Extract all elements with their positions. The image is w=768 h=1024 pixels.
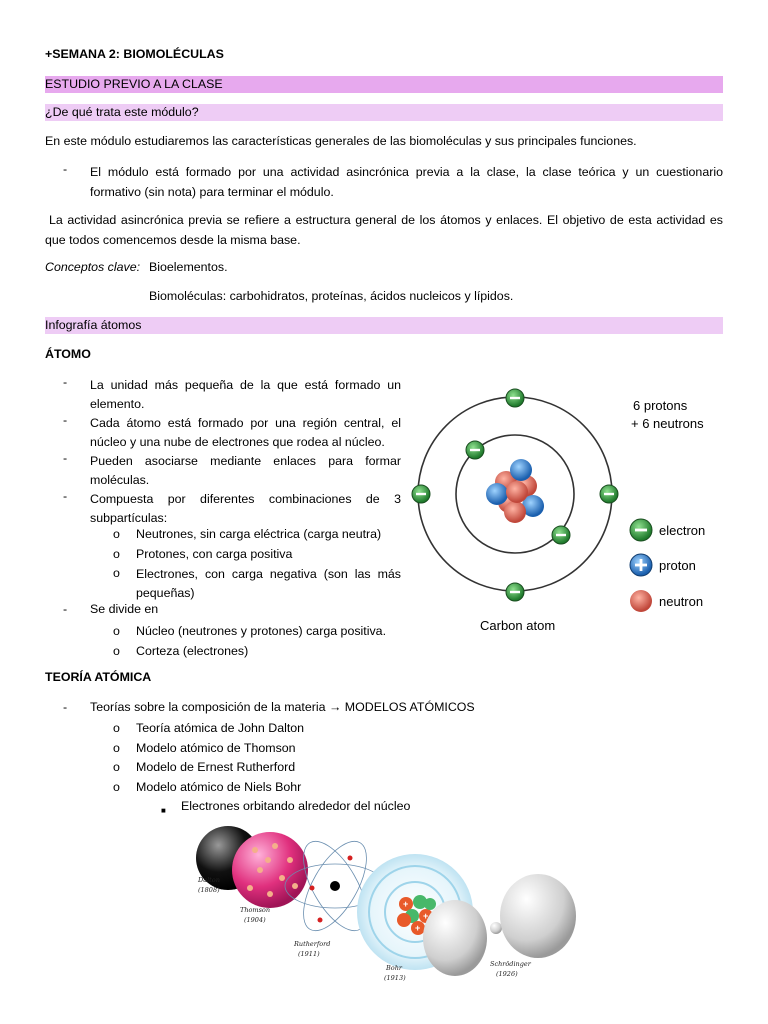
activity-line2: que todos comencemos desde la misma base. [45, 233, 301, 247]
dash-bullet: - [63, 162, 68, 176]
theory-intro-bullet: - Teorías sobre la composición de la materia → MODELOS ATÓMICOS [45, 700, 723, 714]
svg-text:+: + [415, 923, 421, 933]
square-bullet-icon: ■ [161, 806, 166, 815]
atom-bullet-line: elemento. [90, 397, 145, 411]
module-bullet-line1: El módulo está formado por una actividad asincrónica previa a la clase, la clase teórica y un cuestionario [90, 165, 723, 179]
electron-right [600, 485, 618, 503]
atom-bullet-list [45, 375, 401, 527]
atom-bullet-line: Cada átomo está formado por una región central, el [90, 416, 401, 430]
intro-paragraph: En este módulo estudiaremos las características generales de las biomoléculas y sus principales funciones. [45, 134, 637, 148]
module-bullet [45, 162, 723, 202]
schrodinger-year: (1926) [496, 970, 518, 978]
rutherford-year: (1911) [298, 950, 320, 958]
schrodinger-label: Schrödinger [490, 960, 531, 968]
carbon-atom-label: Carbon atom [480, 618, 556, 633]
bohr-label: Bohr [386, 964, 402, 972]
theory-item: o Modelo atómico de Niels Bohr [113, 779, 302, 794]
legend-neutron-label: neutron [659, 594, 704, 609]
dalton-year: (1808) [198, 886, 220, 894]
legend-electron-icon [630, 519, 652, 541]
atom-bullet: - La unidad más pequeña de la que está formado un elemento. [45, 375, 401, 413]
key-concepts-label: Conceptos clave: [45, 260, 141, 274]
subparticle-list [45, 525, 401, 604]
legend-electron-label: electron [659, 523, 706, 538]
subparticle-item: o Electrones, con carga negativa (son las más pequeñas) [113, 566, 401, 600]
schrodinger-lobe-right [500, 874, 576, 958]
section-band-module: ¿De qué trata este módulo? [45, 104, 723, 121]
key-concept-1: Bioelementos. [149, 260, 228, 274]
divide-label: Se divide en [90, 602, 159, 616]
theory-item: o Modelo atómico de Thomson [113, 740, 296, 755]
atom-bullet: - Pueden asociarse mediante enlaces para formar moléculas. [45, 451, 401, 489]
legend-proton-label: proton [659, 558, 696, 573]
bohr-sub-item: ■ Electrones orbitando alrededor del núcleo [45, 797, 723, 817]
subparticle-item: o Neutrones, sin carga eléctrica (carga neutra) [113, 527, 382, 541]
caption-neutrons: + 6 neutrons [631, 416, 704, 431]
section-band-study: ESTUDIO PREVIO A LA CLASE [45, 76, 723, 93]
atom-bullet-line: núcleo y una nube de electrones que rodea al núcleo. [90, 435, 385, 449]
week-title: +SEMANA 2: BIOMOLÉCULAS [45, 47, 224, 61]
schrodinger-center [490, 922, 502, 934]
schrodinger-lobe-left [423, 900, 487, 976]
divide-item: o Corteza (electrones) [113, 643, 249, 658]
thomson-label: Thomson [240, 906, 271, 914]
carbon-atom-diagram [405, 382, 735, 644]
atomic-models-illustration [190, 820, 585, 988]
bohr-year: (1913) [384, 974, 406, 982]
atom-heading: ÁTOMO [45, 347, 91, 361]
activity-paragraph [45, 210, 723, 250]
section-band-infographic: Infografía átomos [45, 317, 723, 334]
subparticle-item: o Protones, con carga positiva [113, 546, 293, 561]
theory-intro: Teorías sobre la composición de la materia → MODELOS ATÓMICOS [90, 700, 475, 714]
svg-text:+: + [403, 899, 409, 909]
electron-top [506, 389, 524, 407]
atom-bullet-line: Compuesta por diferentes combinaciones de 3 [90, 492, 401, 506]
atom-bullet: - Compuesta por diferentes combinaciones de 3 subpartículas: [45, 489, 401, 527]
legend-proton-icon [630, 554, 652, 576]
divide-list [45, 622, 401, 661]
theory-heading: TEORÍA ATÓMICA [45, 670, 152, 684]
electron-inner-lr [552, 526, 570, 544]
theory-item: o Modelo de Ernest Rutherford [113, 760, 296, 774]
caption-protons: 6 protons [633, 398, 688, 413]
activity-line1: La actividad asincrónica previa se refiere a estructura general de los átomos y enlaces. El objetivo de esta actividad es [49, 213, 723, 227]
theory-list [45, 719, 723, 817]
atom-bullet-line: La unidad más pequeña de la que está formado un [90, 378, 401, 392]
atom-bullet-line: Pueden asociarse mediante enlaces para formar [90, 454, 401, 468]
thomson-year: (1904) [244, 916, 266, 924]
divide-bullet: - Se divide en [45, 602, 401, 616]
key-concepts [45, 260, 228, 274]
nucleus [486, 459, 544, 523]
divide-item: o Núcleo (neutrones y protones) carga positiva. [113, 624, 387, 638]
theory-item: o Teoría atómica de John Dalton [113, 721, 305, 735]
electron-left [412, 485, 430, 503]
rutherford-nucleus [330, 881, 340, 891]
atom-bullet: - Cada átomo está formado por una región central, el núcleo y una nube de electrones que rodea al núcleo. [45, 413, 401, 451]
dalton-label: Dalton [198, 876, 220, 884]
key-concept-2: Biomoléculas: carbohidratos, proteínas, ácidos nucleicos y lípidos. [149, 289, 514, 303]
module-bullet-line2: formativo (sin nota) para terminar el módulo. [90, 185, 334, 199]
atom-bullet-line: subpartículas: [90, 511, 168, 525]
atom-bullet-line: moléculas. [90, 473, 150, 487]
legend-neutron-icon [630, 590, 652, 612]
electron-bottom [506, 583, 524, 601]
svg-text:+: + [423, 911, 429, 921]
rutherford-label: Rutherford [294, 940, 331, 948]
electron-inner-ul [466, 441, 484, 459]
